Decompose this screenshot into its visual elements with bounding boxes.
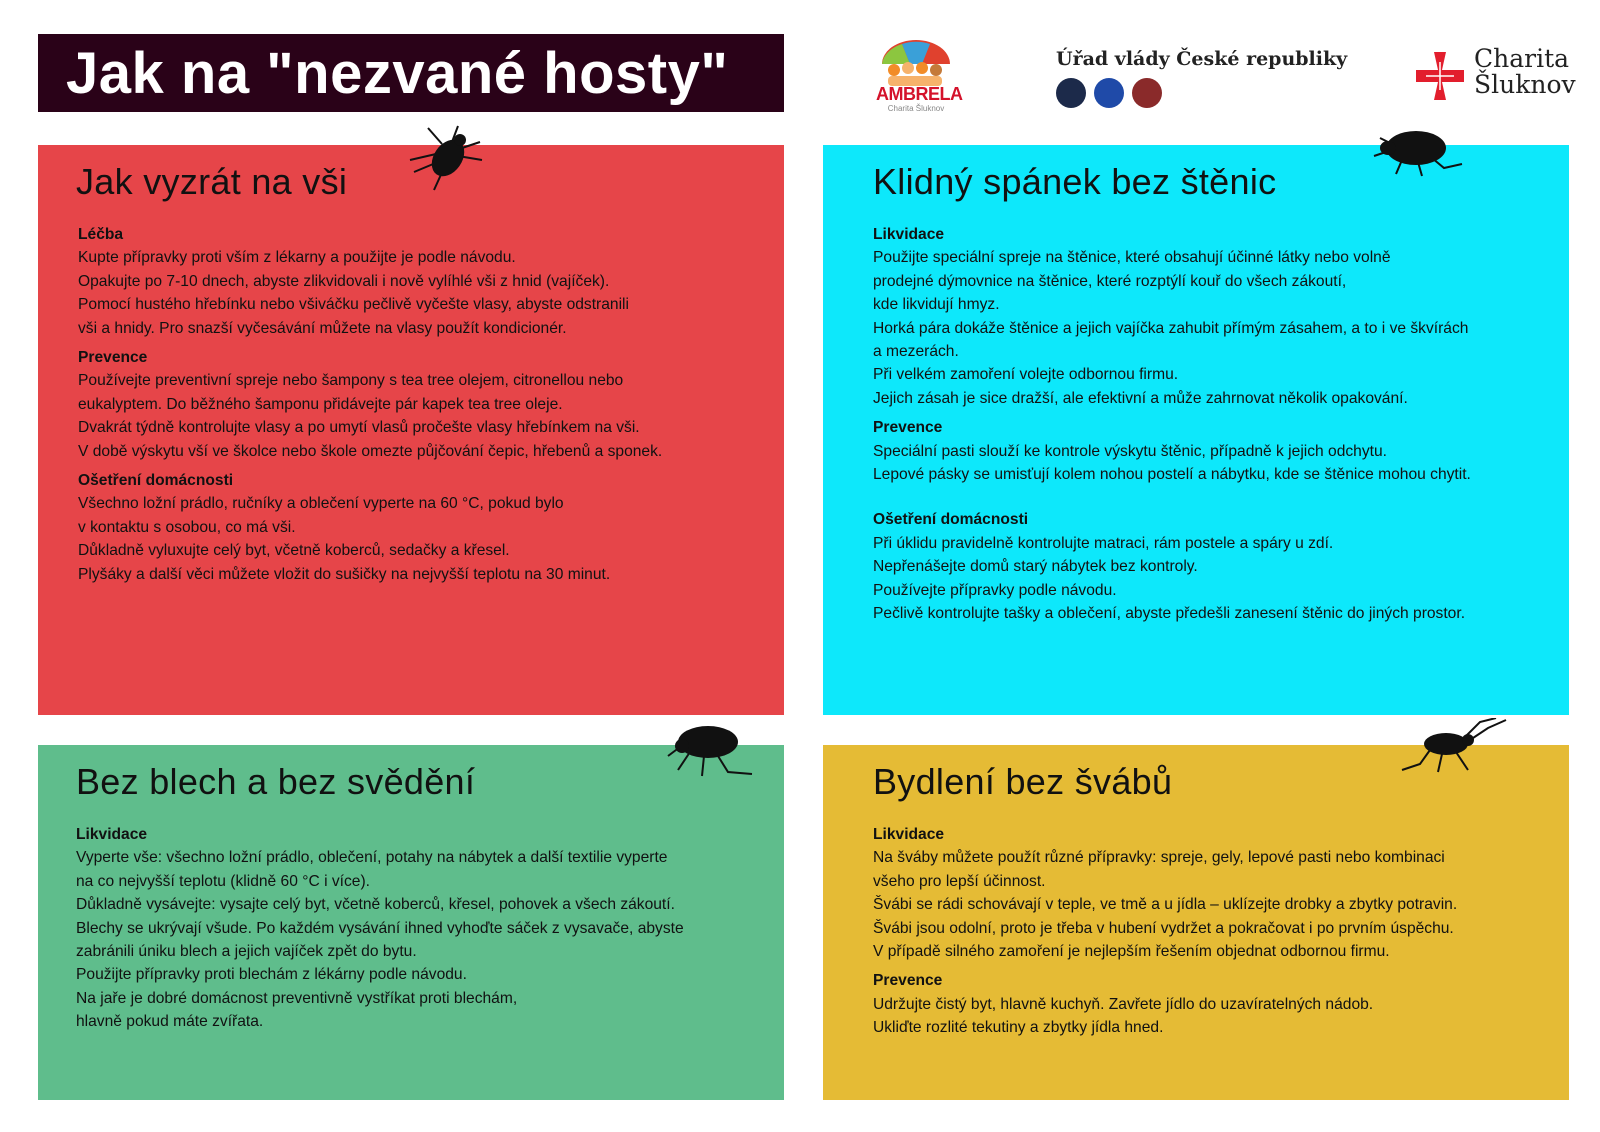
charita-cross-icon	[1414, 50, 1466, 102]
urad-vlady-name: Úřad vlády České republiky	[1056, 48, 1348, 70]
text-line: Opakujte po 7-10 dnech, abyste zlikvidovali i nově vylíhlé vši z hnid (vajíček).	[78, 272, 610, 290]
text-line: vši a hnidy. Pro snazší vyčesávání můžete na vlasy použít kondicionér.	[78, 319, 567, 337]
text-line: Použijte přípravky proti blechám z lékárny podle návodu.	[76, 966, 467, 984]
card-roaches-title: Bydlení bez švábů	[873, 761, 1173, 802]
text-line: Důkladně vyluxujte celý byt, včetně koberců, sedačky a křesel.	[78, 542, 510, 560]
text-line: kde likvidují hmyz.	[873, 296, 1000, 314]
text-line: Ukliďte rozlité tekutiny a zbytky jídla hned.	[873, 1019, 1164, 1037]
umbrella-icon	[876, 38, 956, 88]
louse-icon	[406, 124, 486, 196]
text-line: Švábi jsou odolní, proto je třeba v hubení vydržet a pokračovat i po prvním úspěchu.	[873, 919, 1454, 937]
text-line: Všechno ložní prádlo, ručníky a oblečení vyperte na 60 °C, pokud bylo	[78, 495, 564, 513]
section	[873, 508, 1471, 625]
text-line: Horká pára dokáže štěnice a jejich vajíčka zahubit přímým zásahem, a to i ve škvírách	[873, 319, 1469, 337]
text-line: a mezerách.	[873, 343, 959, 361]
text-line: všeho pro lepší účinnost.	[873, 872, 1046, 890]
text-line: Plyšáky a další věci můžete vložit do sušičky na nejvyšší teplotu na 30 minut.	[78, 565, 611, 583]
text-line: Při velkém zamoření volejte odbornou firmu.	[873, 366, 1179, 384]
section-heading: Prevence	[873, 972, 943, 990]
section-heading: Likvidace	[873, 826, 945, 843]
text-line: Používejte preventivní spreje nebo šampony s tea tree olejem, citronellou nebo	[78, 372, 624, 390]
card-bedbugs-body	[873, 223, 1471, 632]
section	[873, 969, 1457, 1039]
text-line: Dvakrát týdně kontrolujte vlasy a po umytí vlasů pročešte vlasy hřebínkem na vši.	[78, 419, 640, 437]
card-roaches-body	[873, 823, 1457, 1046]
card-fleas-title: Bez blech a bez svědění	[76, 761, 476, 802]
section-heading: Ošetření domácnosti	[873, 511, 1029, 529]
text-line: eukalyptem. Do běžného šamponu přidávejte pár kapek tea tree oleje.	[78, 395, 563, 413]
ambrela-subtitle: Charita Šluknov	[887, 104, 945, 113]
text-line: hlavně pokud máte zvířata.	[76, 1013, 264, 1031]
text-line: Pomocí hustého hřebínku nebo všiváčku pečlivě vyčešte vlasy, abyste odstranili	[78, 296, 629, 314]
charita-logo	[1414, 46, 1584, 106]
card-bedbugs	[823, 145, 1569, 715]
text-line: Jejich zásah je sice dražší, ale efektivní a může zahrnovat několik opakování.	[873, 389, 1408, 407]
charita-line1: Charita	[1474, 44, 1570, 73]
title-bar	[38, 34, 784, 112]
text-line: Lepové pásky se umisťují kolem nohou postelí a nábytku, kde se štěnice mohou chytit.	[873, 466, 1471, 484]
section-heading: Prevence	[78, 349, 148, 367]
card-fleas-body	[76, 823, 684, 1040]
cockroach-icon	[1400, 718, 1510, 774]
text-line: prodejné dýmovnice na štěnice, které rozptýlí kouř do všech zákoutí,	[873, 272, 1347, 290]
text-line: Udržujte čistý byt, hlavně kuchyň. Zavřete jídlo do uzavíratelných nádob.	[873, 995, 1374, 1013]
section	[78, 346, 662, 463]
eu-flag-icon	[1094, 78, 1124, 108]
text-line: Důkladně vysávejte: vysajte celý byt, včetně koberců, křesel, pohovek a všech zákoutí.	[76, 896, 675, 914]
text-line: Blechy se ukrývají všude. Po každém vysávání ihned vyhoďte sáček z vysavače, abyste	[76, 919, 684, 937]
card-fleas	[38, 745, 784, 1100]
text-line: Použijte speciální spreje na štěnice, které obsahují účinné látky nebo volně	[873, 249, 1391, 267]
text-line: V době výskytu vší ve školce nebo škole omezte půjčování čepic, hřebenů a sponek.	[78, 442, 663, 460]
card-lice-body	[78, 223, 662, 592]
card-bedbugs-title: Klidný spánek bez štěnic	[873, 161, 1277, 202]
section	[78, 223, 662, 340]
section	[873, 416, 1471, 486]
text-line: Vyperte vše: všechno ložní prádlo, oblečení, potahy na nábytek a další textilie vyperte	[76, 849, 668, 867]
card-lice-title: Jak vyzrát na vši	[76, 161, 348, 202]
charita-line2: Šluknov	[1474, 70, 1576, 99]
text-line: Kupte přípravky proti vším z lékarny a použijte je podle návodu.	[78, 249, 516, 267]
czech-lion-emblem-icon	[1056, 78, 1086, 108]
ambrela-logo	[876, 38, 963, 116]
text-line: Speciální pasti slouží ke kontrole výskytu štěnic, případně k jejich odchytu.	[873, 442, 1387, 460]
text-line: Na šváby můžete použít různé přípravky: spreje, gely, lepové pasti nebo kombinaci	[873, 849, 1445, 867]
section	[873, 223, 1471, 410]
section-heading: Léčba	[78, 226, 124, 243]
section-heading: Likvidace	[76, 826, 148, 843]
partner-emblem-icon	[1132, 78, 1162, 108]
section	[873, 823, 1457, 963]
section-heading: Prevence	[873, 419, 943, 437]
card-roaches	[823, 745, 1569, 1100]
ambrela-name: AMBRELA	[876, 84, 963, 104]
text-line: na co nejvyšší teplotu (klidně 60 °C i více).	[76, 872, 370, 890]
text-line: Při úklidu pravidelně kontrolujte matraci, rám postele a spáry u zdí.	[873, 534, 1334, 552]
text-line: Pečlivě kontrolujte tašky a oblečení, abyste předešli zanesení štěnic do jiných prostor.	[873, 605, 1466, 623]
section-heading: Ošetření domácnosti	[78, 472, 234, 490]
flea-icon	[666, 722, 754, 778]
section	[78, 469, 662, 586]
card-lice	[38, 145, 784, 715]
text-line: Na jaře je dobré domácnost preventivně vystříkat proti blechám,	[76, 989, 518, 1007]
page-title: Jak na "nezvané hosty"	[66, 40, 729, 106]
text-line: V případě silného zamoření je nejlepším řešením objednat odbornou firmu.	[873, 943, 1390, 961]
text-line: Švábi se rádi schovávají v teple, ve tmě a u jídla – uklízejte drobky a zbytky potravin.	[873, 896, 1458, 914]
bedbug-icon	[1372, 124, 1464, 178]
text-line: zabránili úniku blech a jejich vajíček zpět do bytu.	[76, 943, 417, 961]
section-heading: Likvidace	[873, 226, 945, 243]
text-line: Používejte přípravky podle návodu.	[873, 581, 1117, 599]
text-line: Nepřenášejte domů starý nábytek bez kontroly.	[873, 558, 1198, 576]
section	[76, 823, 684, 1034]
urad-vlady-logo	[1056, 48, 1348, 108]
text-line: v kontaktu s osobou, co má vši.	[78, 518, 296, 536]
